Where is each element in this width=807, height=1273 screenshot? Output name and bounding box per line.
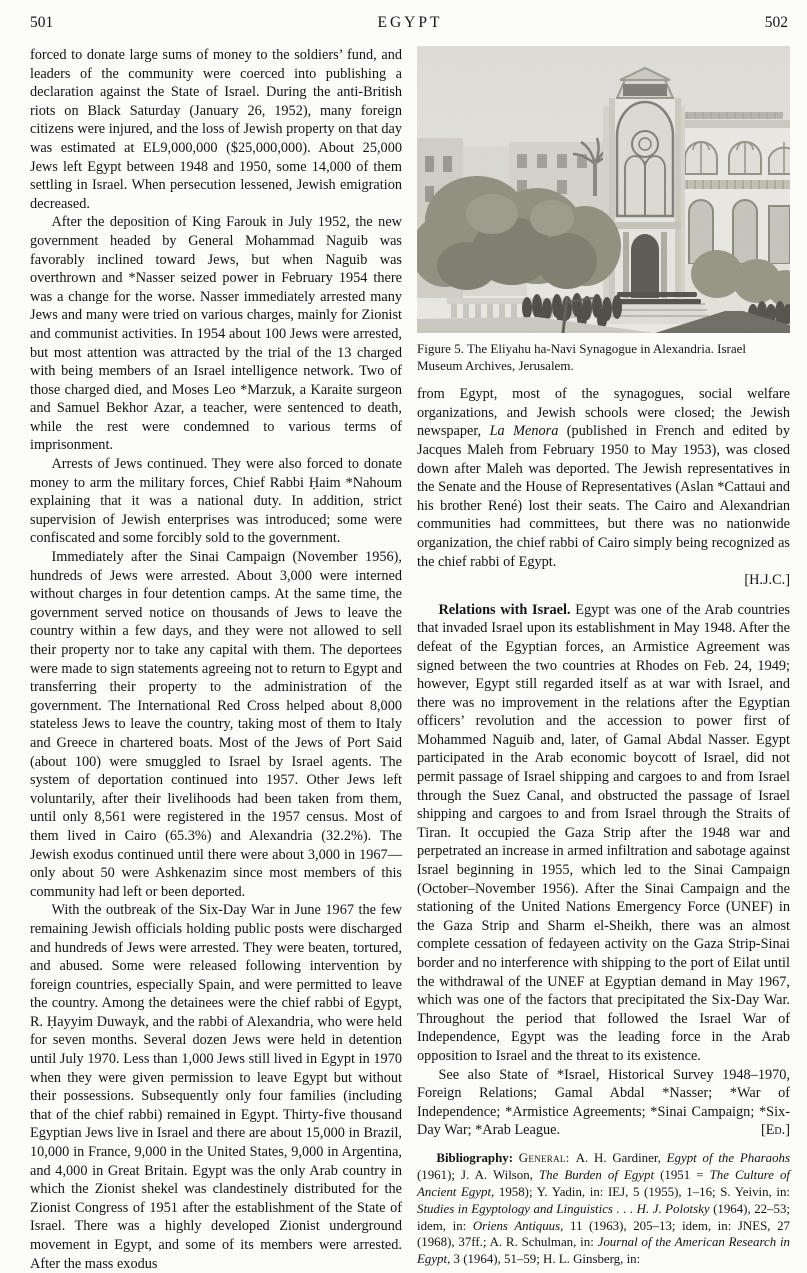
paragraph: Arrests of Jews continued. They were also forced to donate money to arm the military forces, Chief Rabbi Ḥaim *Nahoum explaining that it was a national duty. In addition, strict supervision of Jewish enterprises was introduced; some were confiscated and some forcibly sold to the government. (30, 456, 402, 547)
author-initials: [Ed.] (760, 1122, 790, 1139)
running-head-title: EGYPT (377, 14, 443, 31)
paragraph: After the deposition of King Farouk in July 1952, the new government headed by General Mohammad Naguib was favorably inclined toward Jews, but when Naguib was overthrown and *Nasser seized power in February 1954 there was a change for the worse. Nasser immediately arrested many Jews and many were tried on various charges, mainly for Zionist and communist activities. In 1954 about 100 Jews were arrested, but most attention was attracted by the trial of the 13 charged with being members of an Israel intelligence network. Two of those charged died, and Moses Leo *Marzuk, a Karaite surgeon and Samuel Bekhor Azar, a teacher, were sentenced to death, while the rest were condemned to various terms of imprisonment. (30, 214, 402, 454)
page-header (30, 14, 790, 38)
paragraph: Relations with Israel. Egypt was one of the Arab countries that invaded Israel upon its establishment in May 1948. After the defeat of the Egyptian forces, an Armistice Agreement was signed between the two countries at Rhodes on Feb. 24, 1949; however, Egypt still regarded itself as at war with Israel, and there was no improvement in the relations after the Egyptian officers’ revolution and the accession to power first of Mohammed Naguib and, later, of Gamal Abdal Nasser. Egypt participated in the Arab economic boycott of Israel, did not permit passage of Israel shipping and cargoes to and from Israel through the Suez Canal, and obstructed the passage of Israel shipping and cargoes to and from Israel through the Straits of Tiran. It occupied the Gaza Strip after the 1948 war and perpetrated an increase in armed infiltration and sabotage against Israel beginning in 1955, which led to the Sinai Campaign (October–November 1956). After the Sinai Campaign and the stationing of the United Nations Emergency Force (UNEF) in the Gaza Strip and Sharm el-Sheikh, there was an almost complete cessation of fedayeen activity on the Gaza Strip-Sinai border and no interference with shipping to the port of Eilat until the withdrawal of the UNEF at Egyptian demand in May 1967, which was one of the factors that precipitated the Six-Day War. Throughout the period that followed the Israel War of Independence, Egypt was the leading force in the Arab opposition to Israel and the threat to its existence. (417, 601, 790, 1064)
right-column-text (417, 385, 790, 1268)
paragraph: Bibliography: General: A. H. Gardiner, Egypt of the Pharaohs (1961); J. A. Wilson, The Burden of Egypt (1951 = The Culture of Ancient Egypt, 1958); Y. Yadin, in: IEJ, 5 (1955), 1–16; S. Yeivin, in: Studies in Egyptology and Linguistics . . . H. J. Polotsky (1964), 22–53; idem, in: Oriens Antiquus, 11 (1963), 205–13; idem, in: JNES, 27 (1968), 37ff.; A. R. Schulman, in: Journal of the American Research in Egypt, 3 (1964), 51–59; H. L. Ginsberg, in: (417, 1150, 791, 1267)
left-column (30, 46, 402, 1273)
page-number-right: 502 (764, 14, 788, 31)
right-column (417, 46, 790, 1273)
paragraph: from Egypt, most of the synagogues, social welfare organizations, and Jewish schools were closed; the Jewish newspaper, La Menora (published in French and edited by Jacques Maleh from February 1950 to May 1953), was closed down after Maleh was deported. The Jewish representatives in the Senate and the House of Representatives (Aslan *Cattaui and his brother René) lost their seats. The Cairo and Alexandrian communities had committees, but there was no nationwide organization, the chief rabbi of Cairo simply being recognized as the chief rabbi of Egypt. [H.J.C.] (417, 386, 790, 589)
author-initials: [H.J.C.] (744, 572, 790, 589)
page-number-left: 501 (30, 14, 54, 31)
paragraph: See also State of *Israel, Historical Survey 1948–1970, Foreign Relations; Gamal Abdal *Nasser; *War of Independence; *Armistice Agreements; *Sinai Campaign; *Six-Day War; *Arab League. [Ed.] (417, 1066, 790, 1139)
two-column-body (30, 46, 790, 1273)
synagogue-photo (417, 46, 790, 333)
paragraph: With the outbreak of the Six-Day War in June 1967 the few remaining Jewish officials holding public posts were discharged and hundreds of Jews were arrested. They were beaten, tortured, and abused. Some were released following intervention by foreign countries, especially Spain, and were permitted to leave the country. Among the detainees were the chief rabbi of Egypt, R. Ḥayyim Duwayk, and the rabbi of Alexandria, who were held for seven months. Several dozen Jews were held in detention until July 1970. Less than 1,000 Jews still lived in Egypt in 1970 when they were given permission to leave Egypt but without their possessions. Subsequently only four families (including that of the chief rabbi) remained in Egypt. Thirty-five thousand Egyptian Jews live in Israel and there are about 15,000 in Brazil, 10,000 in France, 9,000 in the United States, 9,000 in Argentina, and 4,000 in Great Britain. Egypt was the only Arab country in which the Zionist shekel was clandestinely distributed for the Zionist Congress of 1951 after the establishment of the State of Israel. There was a highly developed Zionist underground movement in Egypt, and some of its members were arrested. After the mass exodus (30, 902, 402, 1272)
paragraph: Immediately after the Sinai Campaign (November 1956), hundreds of Jews were arrested. About 3,000 were interned without charges in four detention camps. At the same time, the government served notice on thousands of Jews to leave the country within a few days, and they were not allowed to sell their property nor to take any capital with them. The deportees were made to sign statements agreeing not to return to Egypt and transferring their property to the administration of the government. The International Red Cross helped about 8,000 stateless Jews to leave the country, taking most of them to Italy and Greece in chartered boats. Most of the Jews of Port Said (about 100) were smuggled to Israel by Israel agents. The system of deportation continued into 1957. Other Jews left voluntarily, after their livelihoods had been taken from them, until only 8,561 were registered in the 1957 census. Most of them lived in Cairo (65.3%) and Alexandria (32.2%). The Jewish exodus continued until there were about 3,000 in 1967—only about 50 were Ashkenazim since most members of this community had left or been deported. (30, 549, 403, 900)
figure-caption: Figure 5. The Eliyahu ha-Navi Synagogue in Alexandria. Israel Museum Archives, Jerusalem. (417, 341, 747, 373)
paragraph: forced to donate large sums of money to the soldiers’ fund, and leaders of the community were coerced into publishing a declaration against the State of Israel. During the anti-British riots on Black Saturday (January 26, 1952), many foreign citizens were injured, and the loss of Jewish property on that day was estimated at EL9,000,000 ($25,000,000). About 25,000 Jews left Egypt between 1948 and 1950, some 14,000 of them settling in Israel. When persecution lessened, Jewish emigration decreased. (30, 47, 402, 212)
figure-5 (417, 46, 790, 374)
